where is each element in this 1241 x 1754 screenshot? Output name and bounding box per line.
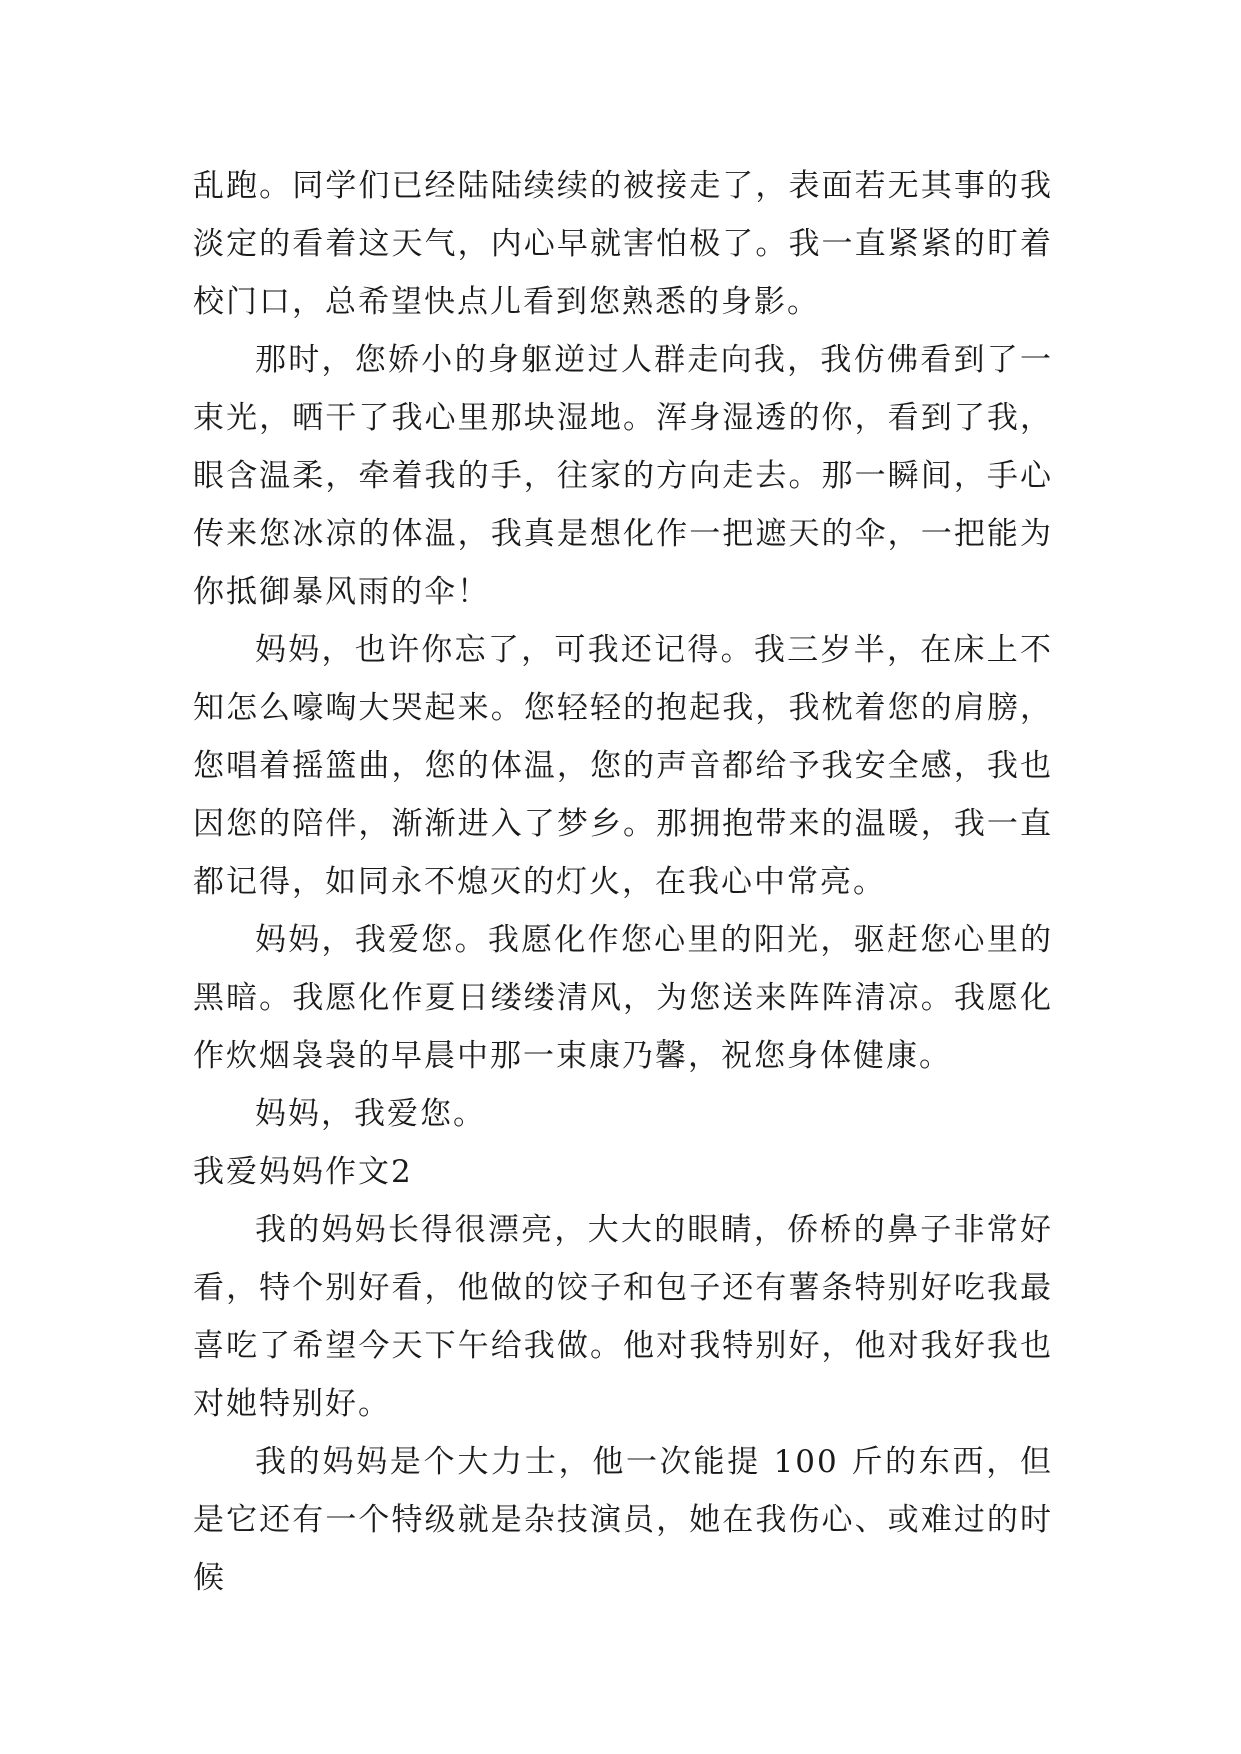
paragraph: 那时，您娇小的身躯逆过人群走向我，我仿佛看到了一束光，晒干了我心里那块湿地。浑身湿透的你，看到了我，眼含温柔，牵着我的手，往家的方向走去。那一瞬间，手心传来您冰凉的体温，我真是想化作一把遮天的伞，一把能为你抵御暴风雨的伞！	[193, 342, 1053, 610]
paragraph: 妈妈，也许你忘了，可我还记得。我三岁半，在床上不知怎么嚎啕大哭起来。您轻轻的抱起我，我枕着您的肩膀，您唱着摇篮曲，您的体温，您的声音都给予我安全感，我也因您的陪伴，渐渐进入了梦乡。那拥抱带来的温暖，我一直都记得，如同永不熄灭的灯火，在我心中常亮。	[193, 632, 1053, 900]
paragraph: 我的妈妈是个大力士，他一次能提 100 斤的东西，但是它还有一个特级就是杂技演员，她在我伤心、或难过的时候	[193, 1444, 1053, 1596]
paragraph: 妈妈，我爱您。我愿化作您心里的阳光，驱赶您心里的黑暗。我愿化作夏日缕缕清风，为您送来阵阵清凉。我愿化作炊烟袅袅的早晨中那一束康乃馨，祝您身体健康。	[193, 922, 1053, 1074]
document-page	[193, 157, 1053, 1607]
paragraph: 妈妈，我爱您。	[255, 1096, 486, 1132]
paragraph-continued: 乱跑。同学们已经陆陆续续的被接走了，表面若无其事的我淡定的看着这天气，内心早就害怕极了。我一直紧紧的盯着校门口，总希望快点儿看到您熟悉的身影。	[193, 168, 1053, 320]
paragraph: 我的妈妈长得很漂亮，大大的眼睛，侨桥的鼻子非常好看，特个别好看，他做的饺子和包子还有薯条特别好吃我最喜吃了希望今天下午给我做。他对我特别好，他对我好我也对她特别好。	[193, 1212, 1053, 1422]
section-heading: 我爱妈妈作文2	[193, 1154, 413, 1190]
